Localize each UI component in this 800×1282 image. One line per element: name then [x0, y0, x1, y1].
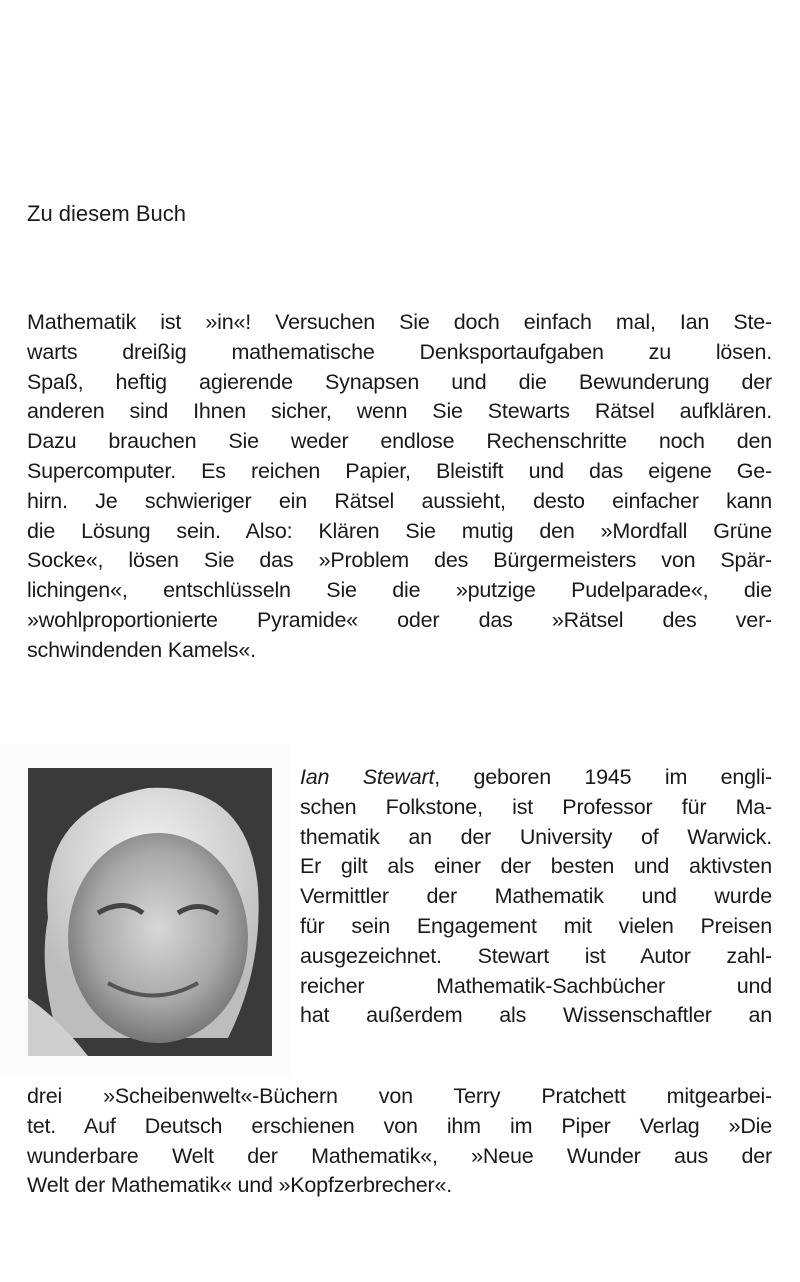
bio-paragraph-bottom: [27, 1082, 772, 1201]
text-line: für sein Engagement mit vielen Preisen: [300, 913, 772, 938]
author-photo: [28, 768, 272, 1056]
text-line: thematik an der University of Warwick.: [300, 824, 772, 849]
author-name: Ian Stewart: [300, 765, 435, 789]
text-line: die Lösung sein. Also: Klären Sie mutig den »Mordfall Grüne: [27, 518, 772, 543]
text-line: Er gilt als einer der besten und aktivsten: [300, 854, 772, 879]
text-line: ausgezeichnet. Stewart ist Autor zahl-: [300, 943, 772, 968]
text-line: reicher Mathematik-Sachbücher und: [300, 973, 772, 998]
bio-line: Ian Stewart, geboren 1945 im engli-: [300, 765, 772, 789]
text-line: wunderbare Welt der Mathematik«, »Neue Wunder aus der: [27, 1143, 772, 1168]
text-line: Vermittler der Mathematik und wurde: [300, 884, 772, 909]
section-heading: Zu diesem Buch: [27, 201, 186, 226]
text-line: drei »Scheibenwelt«-Büchern von Terry Pratchett mitgearbei-: [27, 1084, 772, 1108]
text-line: Dazu brauchen Sie weder endlose Rechenschritte noch den: [27, 429, 772, 454]
text-line: tet. Auf Deutsch erschienen von ihm im Piper Verlag »Die: [27, 1113, 772, 1138]
text-line: schwindenden Kamels«.: [27, 637, 256, 662]
text-line: »wohlproportionierte Pyramide« oder das »Rätsel des ver-: [27, 607, 772, 632]
text-line: hirn. Je schwieriger ein Rätsel aussieht, desto einfacher kann: [27, 488, 772, 513]
text-line: hat außerdem als Wissenschaftler an: [300, 1003, 772, 1028]
bio-paragraph-top: [300, 763, 772, 1031]
text-line: Spaß, heftig agierende Synapsen und die Bewunderung der: [27, 369, 772, 394]
text-line: warts dreißig mathematische Denksportaufgaben zu lösen.: [27, 339, 772, 364]
intro-paragraph: [27, 308, 772, 666]
text-line: lichingen«, entschlüsseln Sie die »putzige Pudelparade«, die: [27, 578, 772, 603]
text-line: Mathematik ist »in«! Versuchen Sie doch einfach mal, Ian Ste-: [27, 310, 772, 334]
text-line: anderen sind Ihnen sicher, wenn Sie Stewarts Rätsel aufklären.: [27, 399, 772, 424]
text-line: schen Folkstone, ist Professor für Ma-: [300, 794, 772, 819]
text-line: Welt der Mathematik« und »Kopfzerbrecher«.: [27, 1173, 453, 1198]
text-line: Supercomputer. Es reichen Papier, Bleistift und das eigene Ge-: [27, 458, 772, 483]
text-line: Socke«, lösen Sie das »Problem des Bürgermeisters von Spär-: [27, 548, 772, 573]
